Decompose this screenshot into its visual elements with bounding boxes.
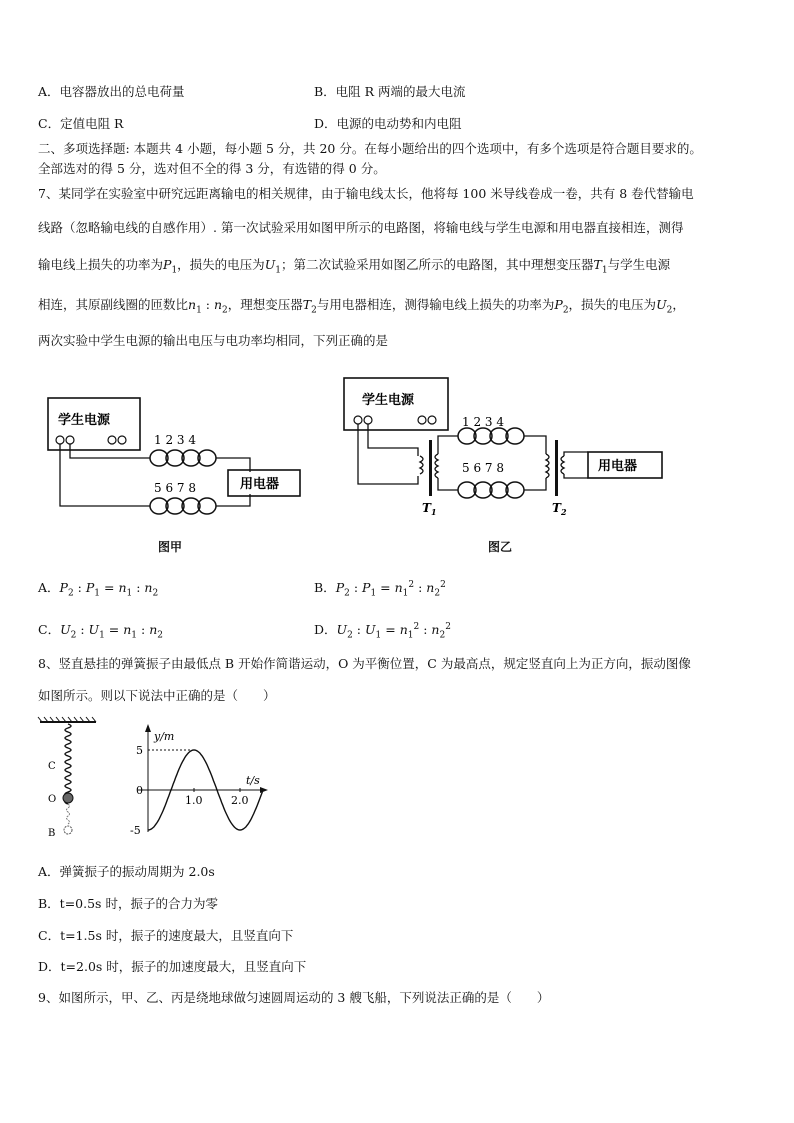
t2-label: $T_2$	[552, 501, 567, 517]
t1-core	[429, 440, 432, 496]
t2-primary-coil-icon	[546, 454, 549, 478]
load-label: 用电器	[598, 458, 638, 473]
terminal-icon	[66, 436, 74, 444]
terminal-icon	[428, 416, 436, 424]
q9-line1: 9、如图所示，甲、乙、丙是绕地球做匀速圆周运动的 3 艘飞船，下列说法正确的是（ ）	[38, 990, 550, 1005]
q7-option-d-label: D．	[314, 622, 337, 637]
y-tick-label: 0	[136, 784, 143, 797]
q7-option-b: B．$P_2$ : $P_1 = n_1^2$ : $n_2^2$	[314, 579, 446, 599]
spring-oscillator-figure	[36, 716, 106, 840]
t2-secondary-coil-icon	[561, 456, 564, 474]
q7-line3: 输电线上损失的功率为$P_1$，损失的电压为$U_1$；第二次试验采用如图乙所示的电路图，其中理想变压器$T_1$与学生电源	[38, 257, 671, 276]
vibration-graph	[108, 722, 273, 840]
q7-line1: 7、某同学在实验室中研究远距离输电的相关规律，由于输电线太长，他将每 100 米导线卷成一卷，共有 8 卷代替输电	[38, 186, 694, 201]
q7-line4: 相连，其原副线圈的匝数比$n_1$ : $n_2$，理想变压器$T_2$与用电器相连，测得输电线上损失的功率为$P_2$，损失的电压为$U_2$，	[38, 297, 685, 316]
caption-yi: 图乙	[488, 540, 513, 554]
q7-line5: 两次实验中学生电源的输出电压与电功率均相同，下列正确的是	[38, 333, 389, 348]
q6-option-b: B．电阻 R 两端的最大电流	[314, 84, 466, 99]
q7-option-a: A．$P_2$ : $P_1 = n_1$ : $n_2$	[38, 580, 159, 599]
coil-bundle-top-icon	[458, 428, 524, 444]
load-label: 用电器	[240, 476, 280, 491]
source-label: 学生电源	[362, 392, 415, 407]
q6-option-d: D．电源的电动势和内电阻	[314, 116, 462, 131]
q7-option-b-label: B．	[314, 580, 336, 595]
q7-option-d: D．$U_2$ : $U_1 = n_1^2$ : $n_2^2$	[314, 621, 451, 641]
dashed-ball-icon	[64, 826, 72, 834]
t1-label-letter: T	[422, 501, 431, 515]
q7-option-c-label: C．	[38, 622, 61, 637]
q6-option-a: A．电容器放出的总电荷量	[38, 84, 185, 99]
t2-core	[555, 440, 558, 496]
terminal-icon	[354, 416, 362, 424]
terminal-icon	[364, 416, 372, 424]
q7-line4b: ，理想变压器	[227, 297, 303, 312]
q8-option-a: A．弹簧振子的振动周期为 2.0s	[38, 864, 215, 879]
label-o: O	[48, 794, 57, 805]
y-tick-label: 5	[136, 744, 143, 757]
t1-secondary-coil-icon	[435, 454, 438, 478]
t1-primary-coil-icon	[420, 456, 423, 474]
t1-label: $T_1$	[422, 501, 437, 517]
spring-icon	[65, 724, 71, 804]
figure-jia	[40, 392, 310, 522]
coil-bundle-bottom-icon	[458, 482, 524, 498]
q8-option-d: D．t=2.0s 时，振子的加速度最大，且竖直向下	[38, 959, 307, 974]
q7-line4a: 相连，其原副线圈的匝数比	[38, 297, 189, 312]
figure-yi	[340, 374, 680, 520]
coil-top-label: 1 2 3 4	[462, 415, 504, 429]
q8-option-b: B．t=0.5s 时，振子的合力为零	[38, 896, 218, 911]
q8-line2: 如图所示。则以下说法中正确的是（ ）	[38, 688, 276, 703]
x-tick-label: 2.0	[231, 794, 249, 807]
q7-line4c: 与用电器相连，测得输电线上损失的功率为	[316, 297, 555, 312]
label-b: B	[48, 828, 56, 839]
q7-line3d: 与学生电源	[607, 257, 671, 272]
q7-line3a: 输电线上损失的功率为	[38, 257, 164, 272]
source-label: 学生电源	[58, 412, 111, 427]
q7-option-c: C．$U_2$ : $U_1 = n_1$ : $n_2$	[38, 622, 163, 641]
x-tick-label: 1.0	[185, 794, 203, 807]
terminal-icon	[108, 436, 116, 444]
q7-line3c: ；第二次试验采用如图乙所示的电路图，其中理想变压器	[280, 257, 594, 272]
coil-bundle-bottom-icon	[150, 498, 216, 514]
terminal-icon	[418, 416, 426, 424]
q7-option-a-label: A．	[38, 580, 60, 595]
section2-line1: 二、多项选择题: 本题共 4 小题，每小题 5 分，共 20 分。在每小题给出的四个选项中，有多个选项是符合题目要求的。	[38, 141, 702, 156]
q8-option-c: C．t=1.5s 时，振子的速度最大，且竖直向下	[38, 928, 294, 943]
y-axis-label: y/m	[154, 730, 175, 743]
mass-ball-icon	[63, 793, 73, 803]
section2-line2: 全部选对的得 5 分，选对但不全的得 3 分，有选错的得 0 分。	[38, 161, 386, 176]
q7-line2: 线路（忽略输电线的自感作用）. 第一次试验采用如图甲所示的电路图，将输电线与学生电源和用电器直接相连，测得	[38, 220, 684, 235]
q6-option-c: C．定值电阻 R	[38, 116, 124, 131]
q8-line1: 8、竖直悬挂的弹簧振子由最低点 B 开始作简谐运动，O 为平衡位置，C 为最高点，规定竖直向上为正方向，振动图像	[38, 656, 691, 671]
terminal-icon	[118, 436, 126, 444]
q7-line4d: ，损失的电压为	[568, 297, 657, 312]
terminal-icon	[56, 436, 64, 444]
y-tick-label: -5	[130, 824, 141, 837]
t2-label-letter: T	[552, 501, 561, 515]
coil-bundle-top-icon	[150, 450, 216, 466]
label-c: C	[48, 761, 56, 772]
coil-bottom-label: 5 6 7 8	[154, 481, 196, 495]
x-axis-label: t/s	[246, 774, 260, 787]
caption-jia: 图甲	[158, 540, 183, 554]
coil-top-label: 1 2 3 4	[154, 433, 196, 447]
q7-line3b: ，损失的电压为	[177, 257, 265, 272]
coil-bottom-label: 5 6 7 8	[462, 461, 504, 475]
